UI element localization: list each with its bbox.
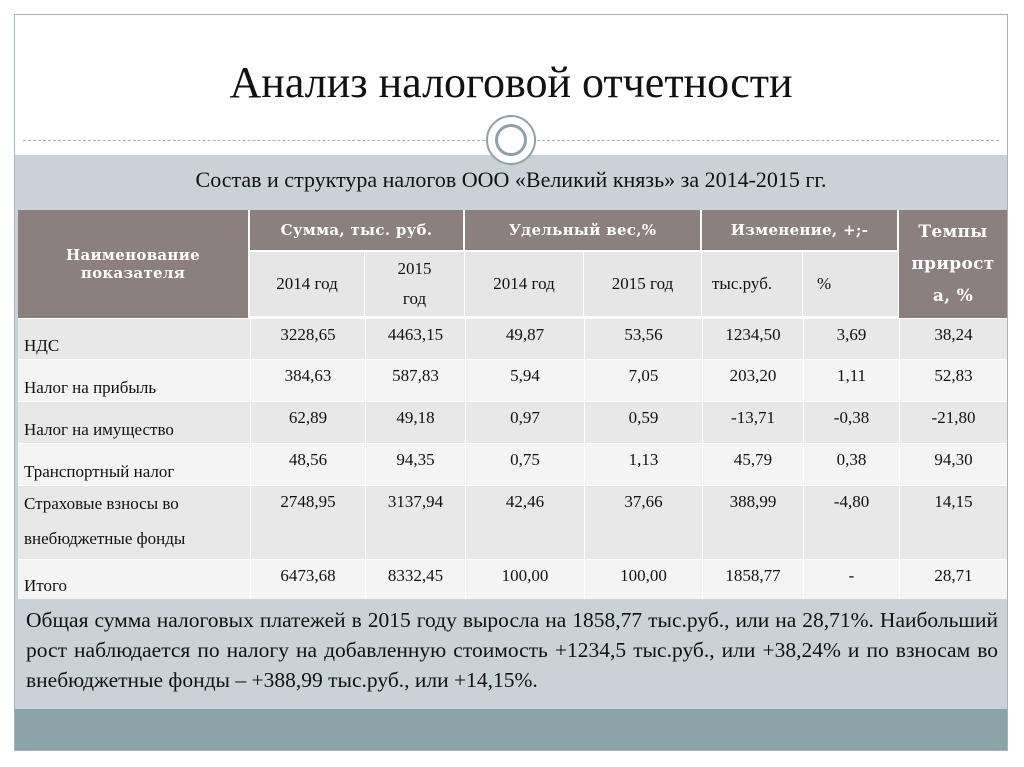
cell-sum-2014: 62,89 <box>250 401 365 443</box>
row-name: НДС <box>18 318 250 359</box>
cell-change-pct: -0,38 <box>803 401 899 443</box>
cell-sum-2014: 2748,95 <box>250 485 365 559</box>
circle-ornament <box>486 115 536 165</box>
header-weight: Удельный вес,% <box>465 210 702 250</box>
slide <box>14 14 1008 751</box>
table-row <box>18 359 1007 401</box>
cell-weight-2014: 0,75 <box>465 443 584 485</box>
row-name: Налог на имущество <box>18 401 250 443</box>
table-caption: Состав и структура налогов ООО «Великий князь» за 2014-2015 гг. <box>195 167 827 192</box>
row-name: Налог на прибыль <box>18 359 250 401</box>
cell-change-rub: 1858,77 <box>702 559 803 599</box>
header-sum: Сумма, тыс. руб. <box>250 210 465 250</box>
cell-change-rub: 45,79 <box>702 443 803 485</box>
cell-change-rub: 388,99 <box>702 485 803 559</box>
header-weight-2014: 2014 год <box>465 250 584 318</box>
cell-growth: 28,71 <box>899 559 1007 599</box>
cell-weight-2015: 100,00 <box>584 559 702 599</box>
cell-change-pct: -4,80 <box>803 485 899 559</box>
cell-weight-2015: 0,59 <box>584 401 702 443</box>
cell-weight-2015: 1,13 <box>584 443 702 485</box>
header-sum-2015: 2015 год <box>365 250 465 318</box>
header-change-pct: % <box>803 250 899 318</box>
cell-sum-2015: 587,83 <box>365 359 465 401</box>
header-sum-2014: 2014 год <box>250 250 365 318</box>
cell-weight-2014: 100,00 <box>465 559 584 599</box>
cell-growth: 38,24 <box>899 318 1007 359</box>
cell-growth: -21,80 <box>899 401 1007 443</box>
cell-weight-2014: 5,94 <box>465 359 584 401</box>
cell-sum-2015: 3137,94 <box>365 485 465 559</box>
cell-change-pct: - <box>803 559 899 599</box>
summary-text: Общая сумма налоговых платежей в 2015 году выросла на 1858,77 тыс.руб., или на 28,71%. Наибольший рост наблюдается по налогу на добавленную стоимость +1234,5 тыс.руб., или +38,24% и по взносам во внебюджетные фонды – +388,99 тыс.руб., или +14,15%. <box>26 608 998 692</box>
cell-sum-2015: 49,18 <box>365 401 465 443</box>
cell-change-rub: -13,71 <box>702 401 803 443</box>
cell-change-pct: 3,69 <box>803 318 899 359</box>
cell-weight-2015: 37,66 <box>584 485 702 559</box>
cell-sum-2014: 384,63 <box>250 359 365 401</box>
circle-ornament-inner <box>495 124 527 156</box>
cell-weight-2014: 49,87 <box>465 318 584 359</box>
header-change: Изменение, +;- <box>702 210 899 250</box>
row-name: Итого <box>18 559 250 599</box>
cell-sum-2014: 6473,68 <box>250 559 365 599</box>
cell-growth: 94,30 <box>899 443 1007 485</box>
cell-weight-2015: 7,05 <box>584 359 702 401</box>
content-panel <box>15 155 1007 709</box>
cell-weight-2014: 0,97 <box>465 401 584 443</box>
cell-weight-2014: 42,46 <box>465 485 584 559</box>
table-row <box>18 401 1007 443</box>
cell-change-pct: 0,38 <box>803 443 899 485</box>
cell-sum-2015: 8332,45 <box>365 559 465 599</box>
cell-sum-2014: 48,56 <box>250 443 365 485</box>
cell-sum-2015: 4463,15 <box>365 318 465 359</box>
cell-sum-2014: 3228,65 <box>250 318 365 359</box>
tax-table <box>18 210 1007 599</box>
table-row <box>18 318 1007 359</box>
cell-change-pct: 1,11 <box>803 359 899 401</box>
row-name: Страховые взносы во внебюджетные фонды <box>18 485 250 559</box>
header-growth: Темпы прирост а, % <box>899 210 1007 318</box>
table-row <box>18 485 1007 559</box>
header-change-rub: тыс.руб. <box>702 250 803 318</box>
row-name: Транспортный налог <box>18 443 250 485</box>
cell-growth: 52,83 <box>899 359 1007 401</box>
cell-sum-2015: 94,35 <box>365 443 465 485</box>
cell-weight-2015: 53,56 <box>584 318 702 359</box>
footer-band <box>15 709 1007 750</box>
cell-growth: 14,15 <box>899 485 1007 559</box>
page-title: Анализ налоговой отчетности <box>229 58 793 107</box>
header-name: Наименование показателя <box>18 210 250 318</box>
cell-change-rub: 203,20 <box>702 359 803 401</box>
header-weight-2015: 2015 год <box>584 250 702 318</box>
table-row <box>18 443 1007 485</box>
table-row-total <box>18 559 1007 599</box>
cell-change-rub: 1234,50 <box>702 318 803 359</box>
